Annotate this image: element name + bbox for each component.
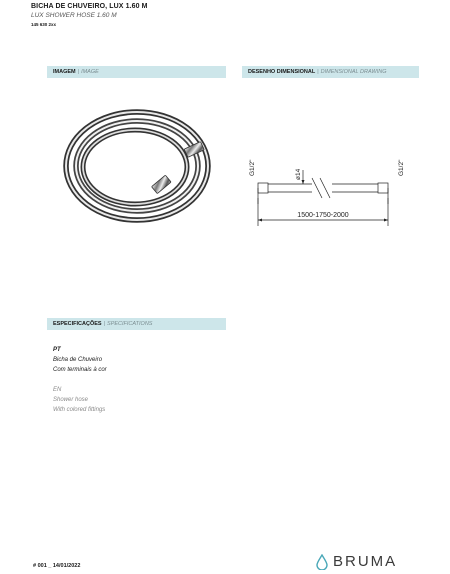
spec-language: EN — [53, 387, 62, 393]
drop-icon — [316, 554, 328, 570]
length-label: 1500-1750-2000 — [297, 212, 349, 219]
product-code: 145 630 2xx — [31, 22, 57, 27]
right-thread-label: G1/2" — [398, 159, 405, 176]
section-separator: | — [317, 69, 319, 75]
diameter-label: ø14 — [295, 168, 302, 180]
brand-name: BRUMA — [333, 553, 398, 570]
document-date: # 001 _ 14/01/2022 — [33, 563, 81, 569]
product-title: BICHA DE CHUVEIRO, LUX 1.60 M — [31, 3, 148, 10]
spec-language: PT — [53, 347, 61, 353]
left-thread-label: G1/2" — [249, 159, 256, 176]
spec-line: With colored fittings — [53, 407, 106, 413]
spec-line: Com terminais à cor — [53, 367, 107, 373]
section-separator: | — [77, 69, 80, 75]
spec-line: Bicha de Chuveiro — [53, 357, 103, 363]
section-header-specifications — [47, 318, 226, 330]
section-label-en: IMAGE — [81, 69, 99, 75]
product-subtitle: LUX SHOWER HOSE 1.60 M — [31, 12, 117, 19]
spec-block-pt — [53, 345, 107, 375]
section-separator: | — [103, 321, 106, 327]
section-header-image — [47, 66, 226, 78]
section-label-pt: DESENHO DIMENSIONAL — [248, 69, 316, 75]
spec-line: Shower hose — [53, 397, 89, 403]
brand-logo — [316, 554, 397, 574]
section-header-drawing — [242, 66, 419, 78]
product-image — [55, 100, 225, 230]
hose-coil — [66, 112, 208, 220]
section-label-en: SPECIFICATIONS — [107, 321, 153, 327]
section-label-pt: ESPECIFICAÇÕES — [53, 321, 102, 327]
dimensional-drawing — [240, 140, 420, 240]
section-label-en: DIMENSIONAL DRAWING — [320, 69, 387, 75]
spec-block-en — [53, 385, 105, 415]
hose-fitting-bottom — [152, 175, 172, 193]
section-label-pt: IMAGEM — [53, 69, 76, 75]
